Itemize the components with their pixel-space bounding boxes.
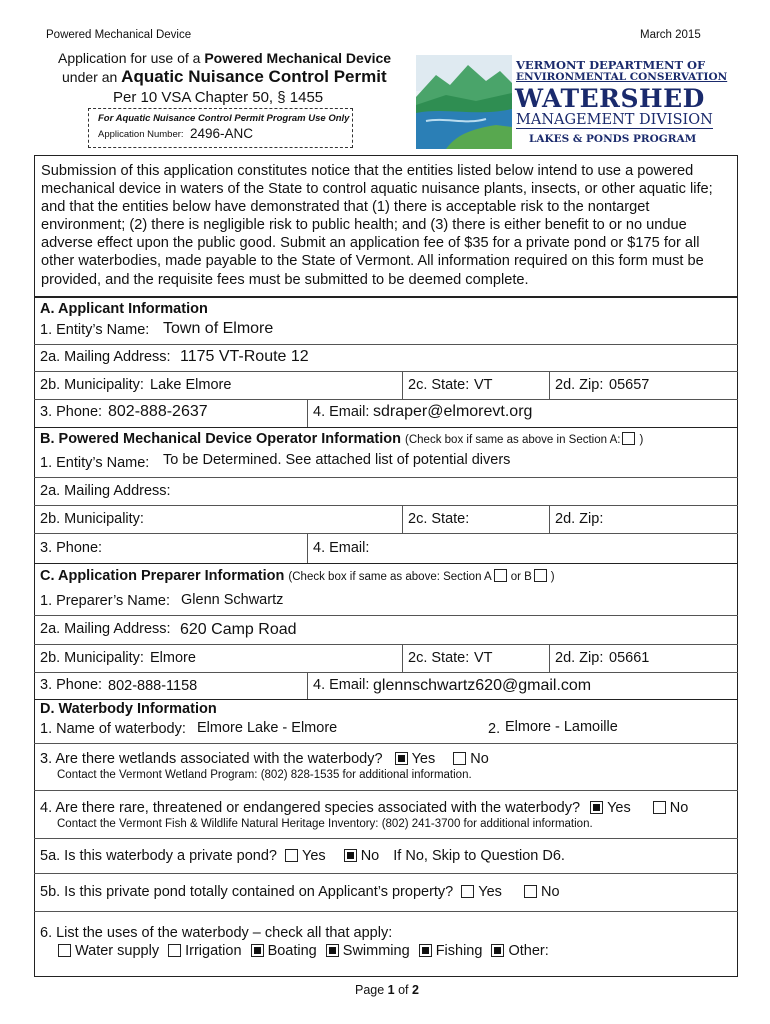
a-phone-value[interactable]: 802-888-2637 (108, 403, 208, 420)
divider (402, 505, 403, 533)
a-entity-value[interactable]: Town of Elmore (163, 320, 274, 337)
q5b-no-checkbox[interactable] (524, 885, 537, 898)
d-q2-label: 2. (488, 721, 501, 737)
c-zip-value[interactable]: 05661 (609, 650, 650, 666)
section-b-title (40, 431, 643, 447)
q5b-yes-checkbox[interactable] (461, 885, 474, 898)
q5a-skip: If No, Skip to Question D6. (393, 848, 565, 864)
section-d-title: D. Waterbody Information (40, 701, 217, 717)
section-c-title-text: C. Application Preparer Information (40, 568, 285, 584)
a-mailing-label: 2a. Mailing Address: (40, 349, 171, 365)
divider (307, 399, 308, 427)
q3-text: 3. Are there wetlands associated with the waterbody? (40, 751, 383, 767)
header-date: March 2015 (640, 29, 701, 41)
divider (34, 371, 738, 372)
section-c-title (40, 568, 555, 584)
c-email-label: 4. Email: (313, 677, 370, 693)
d-q6-uses (56, 943, 549, 959)
form-title-line2 (62, 67, 387, 87)
divider (34, 911, 738, 912)
divider (34, 790, 738, 791)
b-muni-label: 2b. Municipality: (40, 511, 144, 527)
q5a-yes-label: Yes (302, 848, 326, 864)
c-muni-label: 2b. Municipality: (40, 650, 144, 666)
divider (34, 533, 738, 534)
divider (402, 371, 403, 399)
use-boating-label: Boating (267, 943, 317, 959)
a-muni-label: 2b. Municipality: (40, 377, 144, 393)
use-other-checkbox[interactable] (491, 944, 504, 957)
use-fishing-checkbox[interactable] (419, 944, 432, 957)
a-email-label: 4. Email: (313, 404, 370, 420)
divider (549, 644, 550, 672)
section-a-title: A. Applicant Information (40, 301, 208, 317)
b-entity-label: 1. Entity’s Name: (40, 455, 150, 471)
same-as-b-checkbox-c[interactable] (534, 569, 547, 582)
office-use-label: For Aquatic Nuisance Control Permit Program Use Only (98, 113, 350, 124)
use-fishing-label: Fishing (435, 943, 483, 959)
use-water-supply-checkbox[interactable] (58, 944, 71, 957)
q4-contact: Contact the Vermont Fish & Wildlife Natural Heritage Inventory: (802) 241-3700 for additional information. (57, 818, 593, 830)
d-q3 (40, 751, 489, 767)
page-pre: Page (355, 983, 388, 997)
q5a-no-checkbox[interactable] (344, 849, 357, 862)
form-statute: Per 10 VSA Chapter 50, § 1455 (113, 89, 324, 106)
intro-text: Submission of this application constitutes notice that the entities listed below intend to use a powered mechanical device in waters of the State to control aquatic nuisance plants, insects, or other aquatic life; and that the entities below have demonstrated that (1) there is acceptable risk to the nontarget environment; (2) there is negligible risk to public health; and (3) there is either benefit to or no undue adverse effect upon the public good. Submit an application fee of $35 for a private pond or $175 for all other waterbodies, made payable to the State of Vermont. All information required on this form must be provided, and the requisite fees must be submitted to be deemed complete. (41, 163, 713, 288)
use-other-label: Other: (508, 943, 549, 959)
divider (34, 563, 738, 564)
divider (307, 672, 308, 699)
d-name-label: 1. Name of waterbody: (40, 721, 186, 737)
header-left: Powered Mechanical Device (46, 29, 192, 41)
page-number (355, 983, 419, 997)
dec-logo-image (416, 55, 512, 149)
q4-yes-label: Yes (607, 800, 631, 816)
q5b-yes-label: Yes (478, 884, 502, 900)
q4-no-checkbox[interactable] (653, 801, 666, 814)
d-q5a (40, 848, 565, 864)
divider (34, 344, 738, 345)
c-preparer-value[interactable]: Glenn Schwartz (181, 592, 284, 608)
a-muni-value[interactable]: Lake Elmore (150, 377, 232, 393)
b-entity-value[interactable]: To be Determined. See attached list of potential divers (163, 452, 511, 468)
d-q5b (40, 884, 560, 900)
page-total: 2 (412, 983, 419, 997)
a-zip-value[interactable]: 05657 (609, 377, 650, 393)
c-mailing-label: 2a. Mailing Address: (40, 621, 171, 637)
q5a-text: 5a. Is this waterbody a private pond? (40, 848, 277, 864)
q4-text: 4. Are there rare, threatened or endangered species associated with the waterbody? (40, 800, 581, 816)
c-phone-value[interactable]: 802-888-1158 (108, 678, 198, 694)
a-zip-label: 2d. Zip: (555, 377, 604, 393)
use-water-supply-label: Water supply (75, 943, 160, 959)
divider (549, 505, 550, 533)
use-irrigation-checkbox[interactable] (168, 944, 181, 957)
logo-line3: WATERSHED (515, 84, 705, 113)
a-state-value[interactable]: VT (474, 377, 493, 393)
divider (34, 477, 738, 478)
section-c-note-mid: or B (510, 571, 532, 583)
q4-no-label: No (669, 800, 689, 816)
a-email-value[interactable]: sdraper@elmorevt.org (373, 403, 533, 420)
use-irrigation-label: Irrigation (185, 943, 242, 959)
use-boating-checkbox[interactable] (251, 944, 264, 957)
divider (34, 672, 738, 673)
d-name-value[interactable]: Elmore Lake - Elmore (197, 720, 338, 736)
q5a-no-label: No (360, 848, 380, 864)
title-pre: Application for use of a (58, 50, 205, 66)
divider (307, 533, 308, 563)
b-zip-label: 2d. Zip: (555, 511, 604, 527)
d-q6: 6. List the uses of the waterbody – check all that apply: (40, 925, 393, 941)
section-b-title-text: B. Powered Mechanical Device Operator Information (40, 431, 401, 447)
b-email-label: 4. Email: (313, 540, 370, 556)
c-muni-value[interactable]: Elmore (150, 650, 196, 666)
mountain-lake-icon (416, 55, 512, 149)
c-state-value[interactable]: VT (474, 650, 493, 666)
page-of: of (394, 983, 412, 997)
divider (402, 644, 403, 672)
c-phone-label: 3. Phone: (40, 677, 103, 693)
q3-yes-checkbox[interactable] (395, 752, 408, 765)
q3-no-label: No (470, 751, 489, 767)
title2-bold: Aquatic Nuisance Control Permit (121, 67, 387, 86)
divider (34, 743, 738, 744)
q5b-text: 5b. Is this private pond totally contained on Applicant’s property? (40, 884, 454, 900)
divider (34, 505, 738, 506)
q4-yes-checkbox[interactable] (590, 801, 603, 814)
page-current: 1 (387, 983, 395, 997)
divider (34, 873, 738, 874)
section-b-note: (Check box if same as above in Section A: (405, 434, 621, 446)
divider (34, 644, 738, 645)
title2-pre: under an (62, 69, 122, 85)
a-phone-label: 3. Phone: (40, 404, 103, 420)
form-title-line1 (58, 50, 391, 66)
section-c-note-end: ) (550, 571, 555, 583)
a-state-label: 2c. State: (408, 377, 470, 393)
section-c-note: (Check box if same as above: Section A (288, 571, 492, 583)
app-number-value[interactable]: 2496-ANC (190, 126, 254, 141)
logo-line4: MANAGEMENT DIVISION (516, 112, 713, 128)
same-as-a-checkbox-c[interactable] (494, 569, 507, 582)
b-mailing-label: 2a. Mailing Address: (40, 483, 171, 499)
logo-line1: VERMONT DEPARTMENT OF (516, 58, 706, 72)
d-q2-value[interactable]: Elmore - Lamoille (505, 719, 618, 735)
q5b-no-label: No (540, 884, 560, 900)
a-entity-label: 1. Entity’s Name: (40, 322, 150, 338)
use-swimming-label: Swimming (342, 943, 410, 959)
a-mailing-value[interactable]: 1175 VT-Route 12 (180, 348, 309, 365)
q5a-yes-checkbox[interactable] (285, 849, 298, 862)
logo-line2: ENVIRONMENTAL CONSERVATION (516, 71, 728, 83)
app-number-label: Application Number: (98, 129, 184, 140)
c-preparer-label: 1. Preparer’s Name: (40, 593, 171, 609)
q3-no-checkbox[interactable] (453, 752, 466, 765)
divider (549, 371, 550, 399)
divider (34, 427, 738, 428)
c-email-value[interactable]: glennschwartz620@gmail.com (373, 677, 592, 694)
title-bold: Powered Mechanical Device (204, 50, 392, 66)
same-as-a-checkbox[interactable] (622, 432, 635, 445)
b-state-label: 2c. State: (408, 511, 470, 527)
q3-yes-label: Yes (411, 751, 436, 767)
logo-line5: LAKES & PONDS PROGRAM (529, 133, 697, 145)
section-b-note-end: ) (639, 434, 644, 446)
b-phone-label: 3. Phone: (40, 540, 103, 556)
c-state-label: 2c. State: (408, 650, 470, 666)
q3-contact: Contact the Vermont Wetland Program: (802) 828-1535 for additional information. (57, 769, 472, 781)
divider (34, 615, 738, 616)
divider (34, 699, 738, 700)
c-mailing-value[interactable]: 620 Camp Road (180, 621, 297, 638)
divider (34, 838, 738, 839)
use-swimming-checkbox[interactable] (326, 944, 339, 957)
d-q4 (40, 800, 688, 816)
divider (34, 399, 738, 400)
c-zip-label: 2d. Zip: (555, 650, 604, 666)
